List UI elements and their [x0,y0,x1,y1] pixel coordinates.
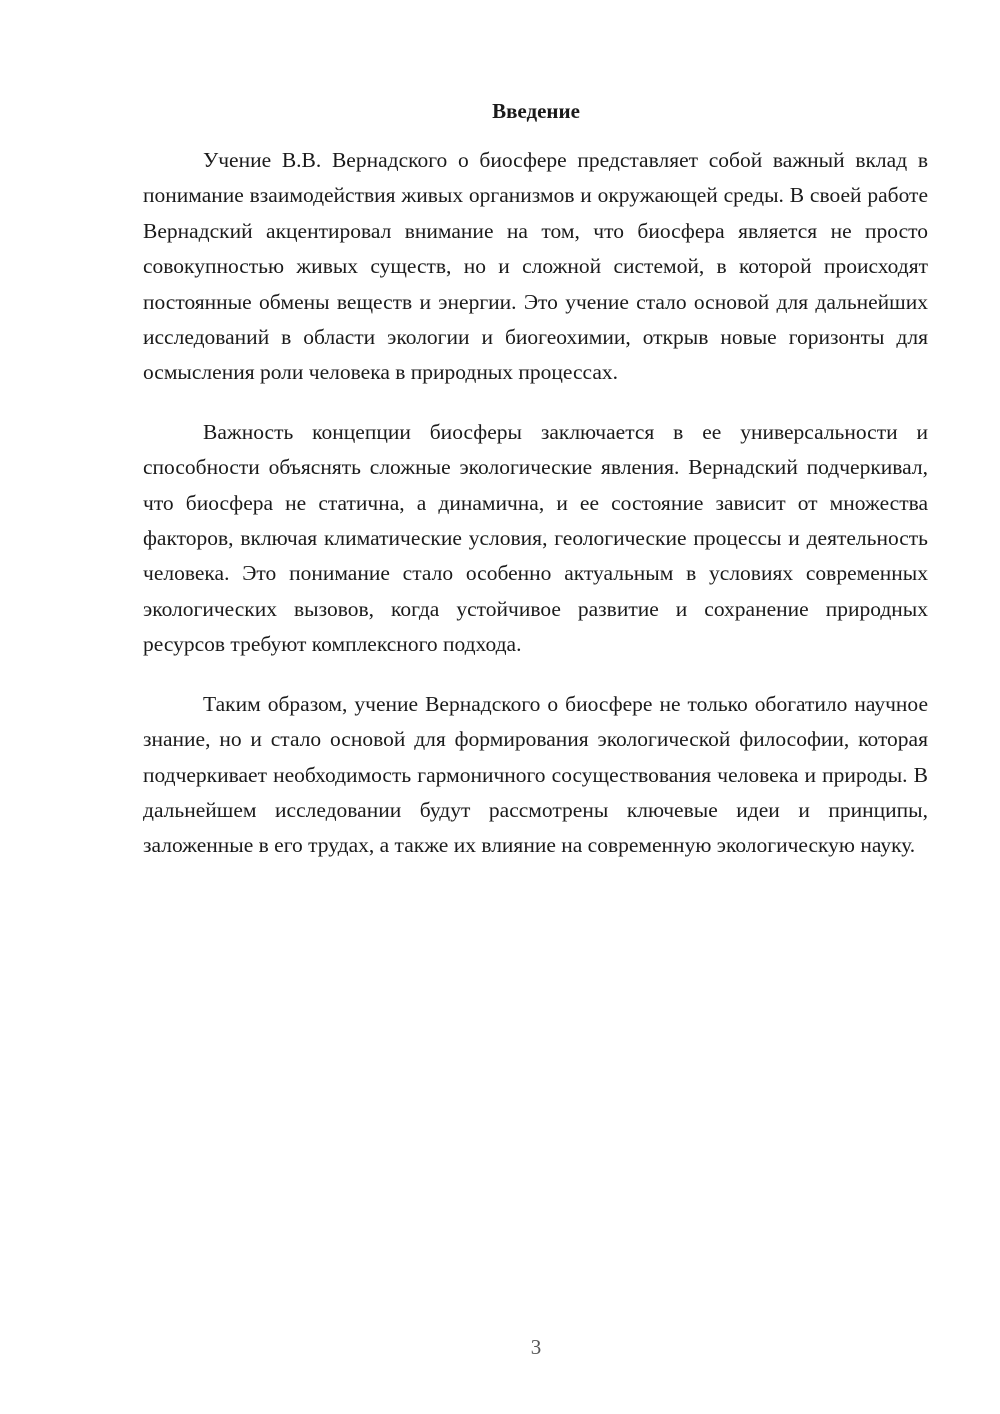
body-text [143,143,928,864]
section-heading: Введение [492,99,580,123]
paragraph-2: Важность концепции биосферы заключается в ее универсальности и способности объяснять сложные экологические явления. Вернадский подчеркивал, что биосфера не статична, а динамична, и ее состояние зависит от множества факторов, включая климатические условия, геологические процессы и деятельность человека. Это понимание стало особенно актуальным в условиях современных экологических вызовов, когда устойчивое развитие и сохранение природных ресурсов требуют комплексного подхода. [143,419,928,657]
paragraph-1: Учение В.В. Вернадского о биосфере представляет собой важный вклад в понимание взаимодействия живых организмов и окружающей среды. В своей работе Вернадский акцентировал внимание на том, что биосфера является не просто совокупностью живых существ, но и сложной системой, в которой происходят постоянные обмены веществ и энергии. Это учение стало основой для дальнейших исследований в области экологии и биогеохимии, открыв новые горизонты для осмысления роли человека в природных процессах. [143,148,928,385]
paragraph-3: Таким образом, учение Вернадского о биосфере не только обогатило научное знание, но и стало основой для формирования экологической философии, которая подчеркивает необходимость гармоничного сосуществования человека и природы. В дальнейшем исследовании будут рассмотрены ключевые идеи и принципы, заложенные в его трудах, а также их влияние на современную экологическую науку. [143,691,928,858]
page-number: 3 [530,1335,542,1359]
